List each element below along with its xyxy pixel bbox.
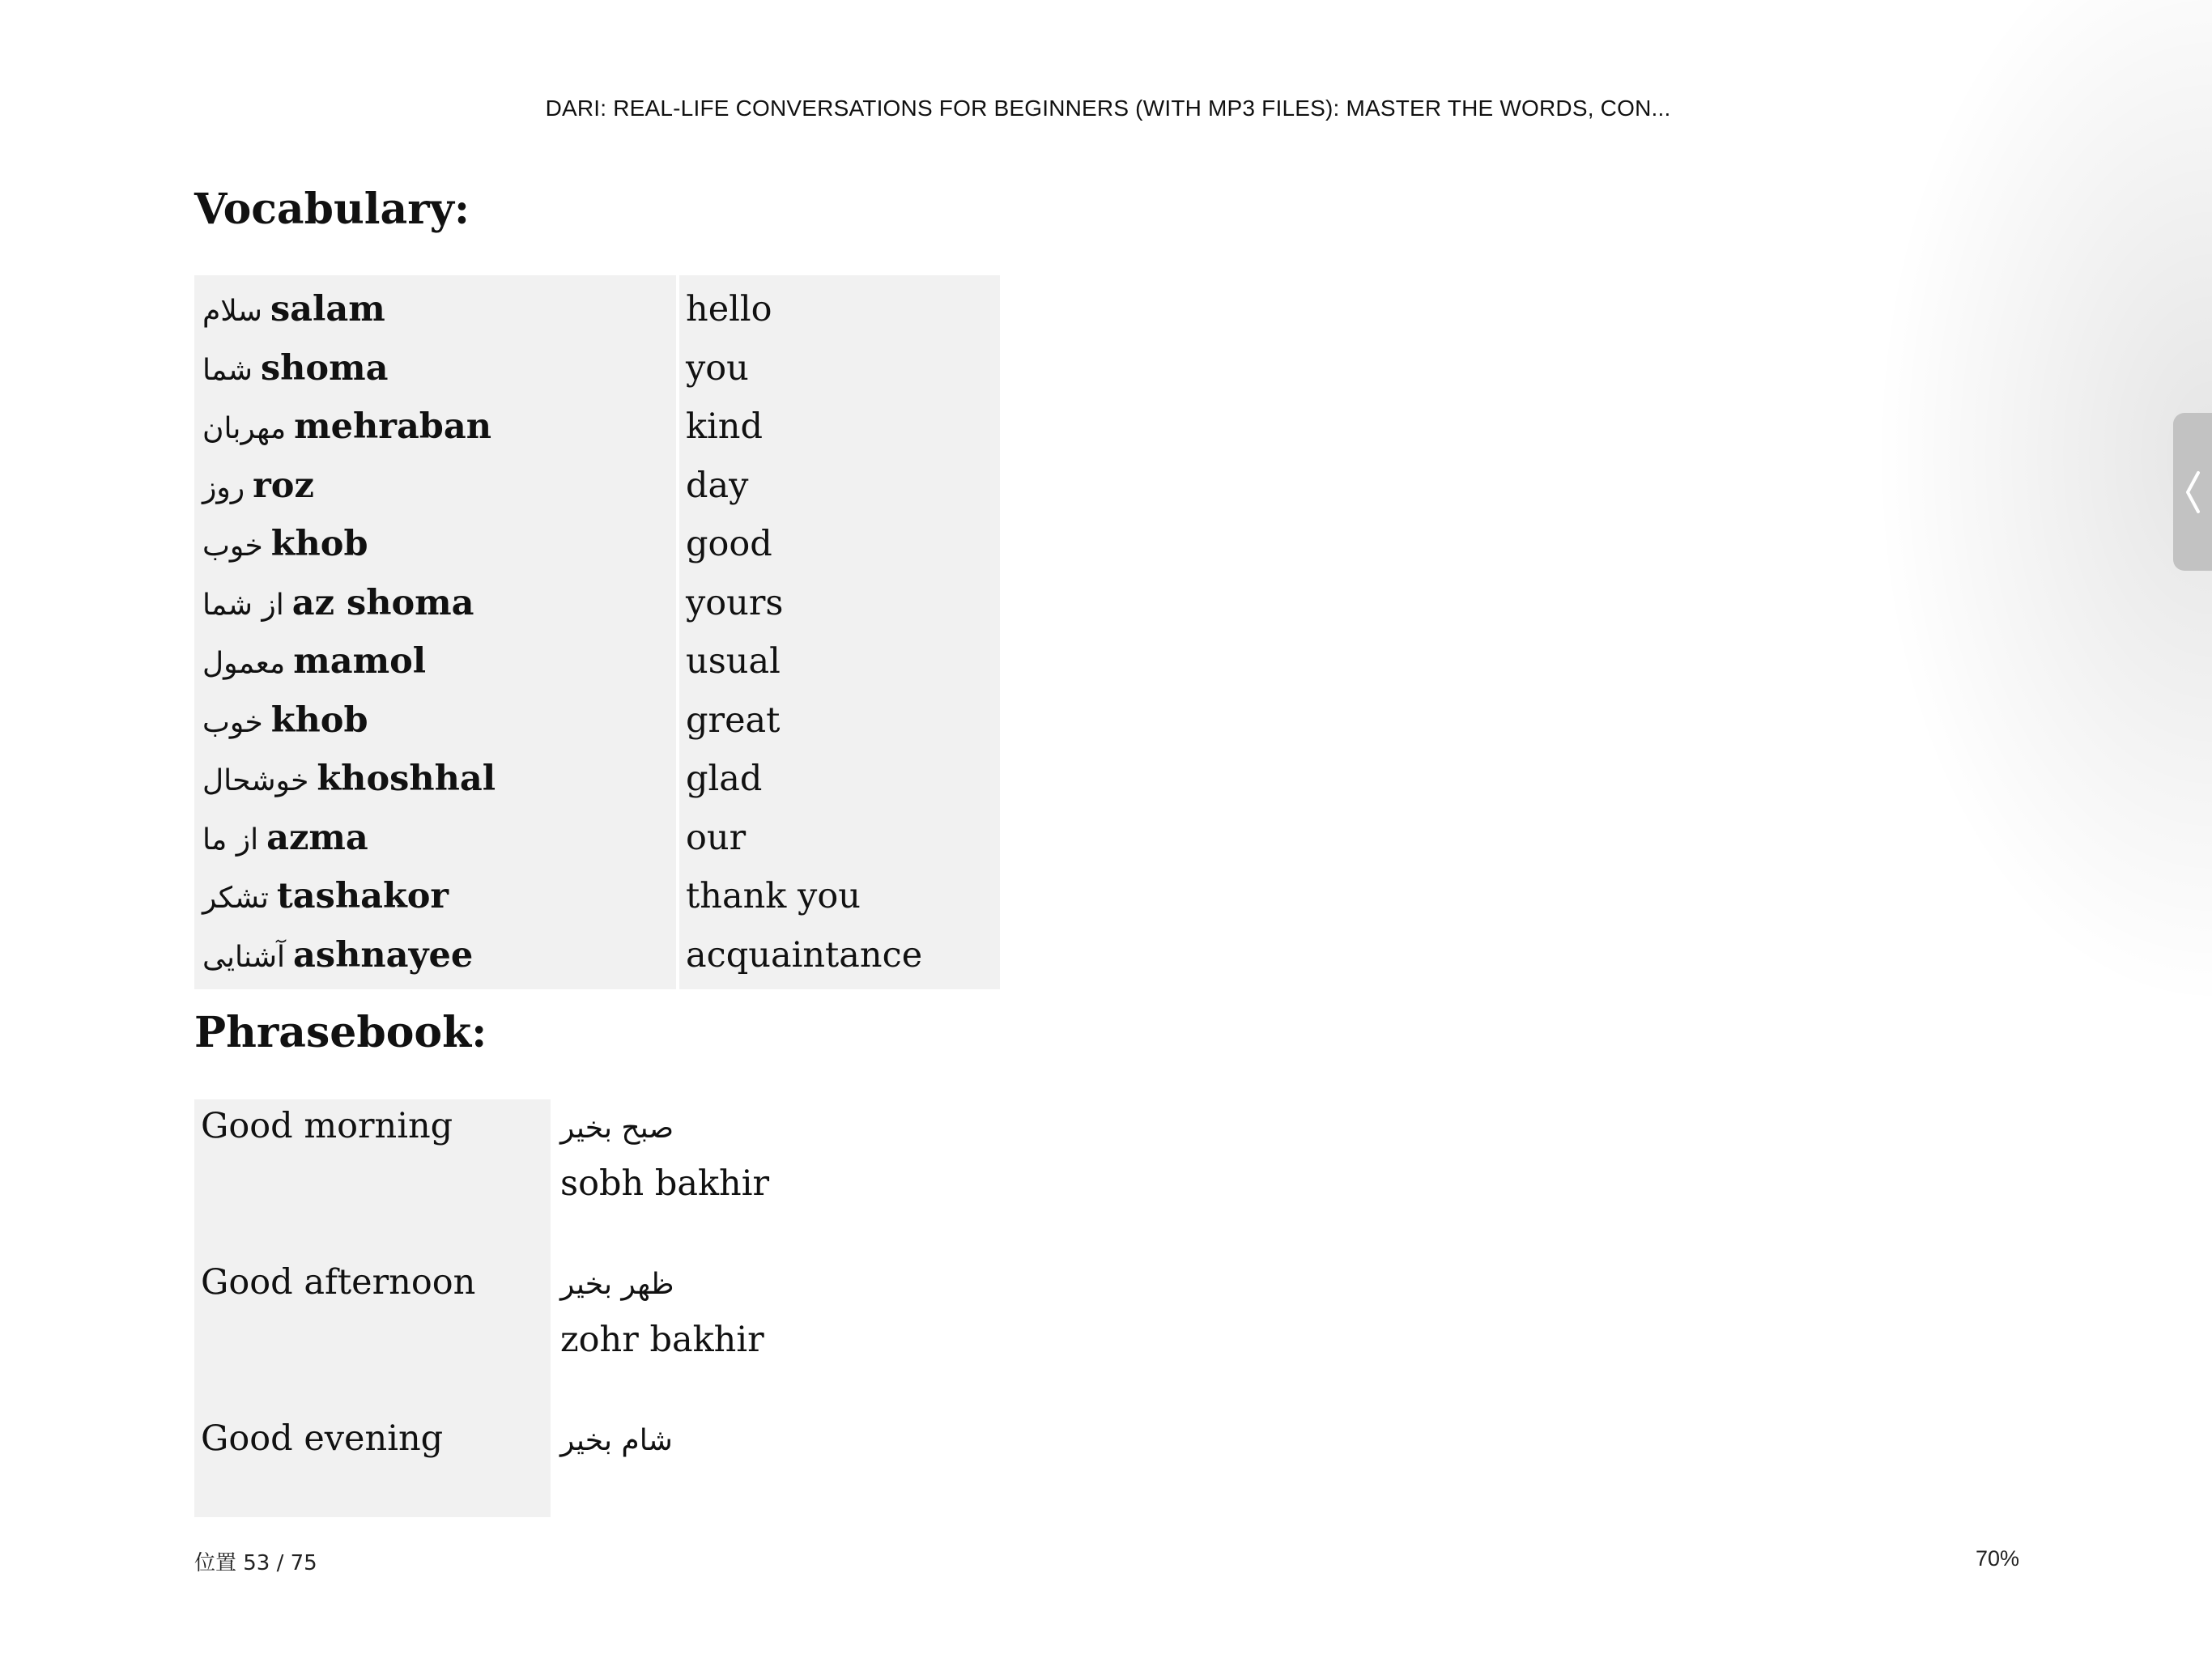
dari-word: مهربان bbox=[202, 412, 287, 446]
vocabulary-row bbox=[194, 691, 1000, 750]
vocabulary-word-cell bbox=[194, 691, 679, 750]
dari-word: خوشحال bbox=[202, 764, 309, 798]
transliteration: ashnayee bbox=[293, 934, 474, 976]
vocabulary-row bbox=[194, 574, 1000, 633]
phrase-translation-cell bbox=[555, 1256, 769, 1412]
vocabulary-word-cell bbox=[194, 926, 679, 990]
transliteration: khob bbox=[270, 524, 368, 565]
dari-word: روز bbox=[202, 470, 245, 504]
vocabulary-row bbox=[194, 397, 1000, 457]
vocabulary-word-cell bbox=[194, 457, 679, 516]
vocabulary-word-cell bbox=[194, 809, 679, 868]
phrase-dari: شام بخیر bbox=[560, 1424, 673, 1457]
dari-word: از ما bbox=[202, 823, 259, 857]
dari-word: معمول bbox=[202, 647, 286, 681]
vocabulary-meaning: you bbox=[679, 339, 1000, 398]
vocabulary-meaning: our bbox=[679, 809, 1000, 868]
dari-word: خوب bbox=[202, 705, 263, 739]
vocabulary-row bbox=[194, 632, 1000, 691]
phrase-dari: ظهر بخیر bbox=[560, 1268, 674, 1301]
vocabulary-meaning: day bbox=[679, 457, 1000, 516]
transliteration: mehraban bbox=[294, 406, 491, 448]
dari-word: از شما bbox=[202, 588, 284, 622]
dari-word: خوب bbox=[202, 529, 263, 563]
vocabulary-word-cell bbox=[194, 574, 679, 633]
vocabulary-meaning: kind bbox=[679, 397, 1000, 457]
transliteration: roz bbox=[253, 465, 314, 506]
book-title: DARI: REAL-LIFE CONVERSATIONS FOR BEGINNERS (WITH MP3 FILES): MASTER THE WORDS, CON... bbox=[545, 96, 1671, 121]
vocabulary-heading: Vocabulary: bbox=[194, 185, 470, 234]
transliteration: khob bbox=[270, 699, 368, 741]
side-panel-shadow bbox=[1872, 0, 2212, 1012]
vocabulary-table bbox=[194, 275, 1000, 989]
phrase-dari: صبح بخیر bbox=[560, 1112, 674, 1145]
transliteration: az shoma bbox=[291, 582, 474, 623]
vocabulary-meaning: hello bbox=[679, 275, 1000, 339]
phrasebook-table bbox=[194, 1099, 769, 1517]
vocabulary-word-cell bbox=[194, 632, 679, 691]
vocabulary-row bbox=[194, 809, 1000, 868]
vocabulary-row bbox=[194, 750, 1000, 809]
reading-location: 位置 53 / 75 bbox=[194, 1551, 317, 1575]
vocabulary-row bbox=[194, 339, 1000, 398]
vocabulary-word-cell bbox=[194, 339, 679, 398]
chevron-left-icon bbox=[2184, 470, 2201, 515]
vocabulary-word-cell bbox=[194, 275, 679, 339]
phrase-translation-cell bbox=[555, 1099, 769, 1256]
vocabulary-meaning: glad bbox=[679, 750, 1000, 809]
phrase-english: Good morning bbox=[194, 1099, 555, 1256]
phrase-translation-cell bbox=[555, 1412, 769, 1517]
dari-word: شما bbox=[202, 353, 253, 387]
vocabulary-word-cell bbox=[194, 515, 679, 574]
phrase-english: Good afternoon bbox=[194, 1256, 555, 1412]
transliteration: azma bbox=[266, 817, 368, 858]
vocabulary-word-cell bbox=[194, 397, 679, 457]
phrasebook-heading: Phrasebook: bbox=[194, 1008, 487, 1057]
transliteration: khoshhal bbox=[317, 759, 496, 800]
vocabulary-word-cell bbox=[194, 750, 679, 809]
vocabulary-row bbox=[194, 515, 1000, 574]
vocabulary-meaning: usual bbox=[679, 632, 1000, 691]
phrase-transliteration: zohr bakhir bbox=[560, 1320, 764, 1360]
reading-progress-percent: 70% bbox=[1975, 1546, 2019, 1571]
transliteration: salam bbox=[270, 289, 385, 330]
phrase-transliteration: sobh bakhir bbox=[560, 1163, 770, 1204]
vocabulary-row bbox=[194, 926, 1000, 990]
phrasebook-row bbox=[194, 1099, 769, 1256]
vocabulary-word-cell bbox=[194, 867, 679, 926]
transliteration: tashakor bbox=[276, 876, 449, 917]
dari-word: تشکر bbox=[202, 882, 269, 916]
vocabulary-meaning: acquaintance bbox=[679, 926, 1000, 990]
vocabulary-meaning: good bbox=[679, 515, 1000, 574]
vocabulary-row bbox=[194, 867, 1000, 926]
phrasebook-row bbox=[194, 1412, 769, 1517]
vocabulary-meaning: great bbox=[679, 691, 1000, 750]
dari-word: سلام bbox=[202, 295, 262, 329]
vocabulary-row bbox=[194, 457, 1000, 516]
side-panel-toggle[interactable] bbox=[2173, 413, 2212, 571]
transliteration: mamol bbox=[293, 641, 427, 682]
transliteration: shoma bbox=[260, 347, 389, 389]
vocabulary-row bbox=[194, 275, 1000, 339]
phrase-english: Good evening bbox=[194, 1412, 555, 1517]
phrasebook-row bbox=[194, 1256, 769, 1412]
vocabulary-meaning: yours bbox=[679, 574, 1000, 633]
vocabulary-meaning: thank you bbox=[679, 867, 1000, 926]
dari-word: آشنایی bbox=[202, 940, 286, 974]
